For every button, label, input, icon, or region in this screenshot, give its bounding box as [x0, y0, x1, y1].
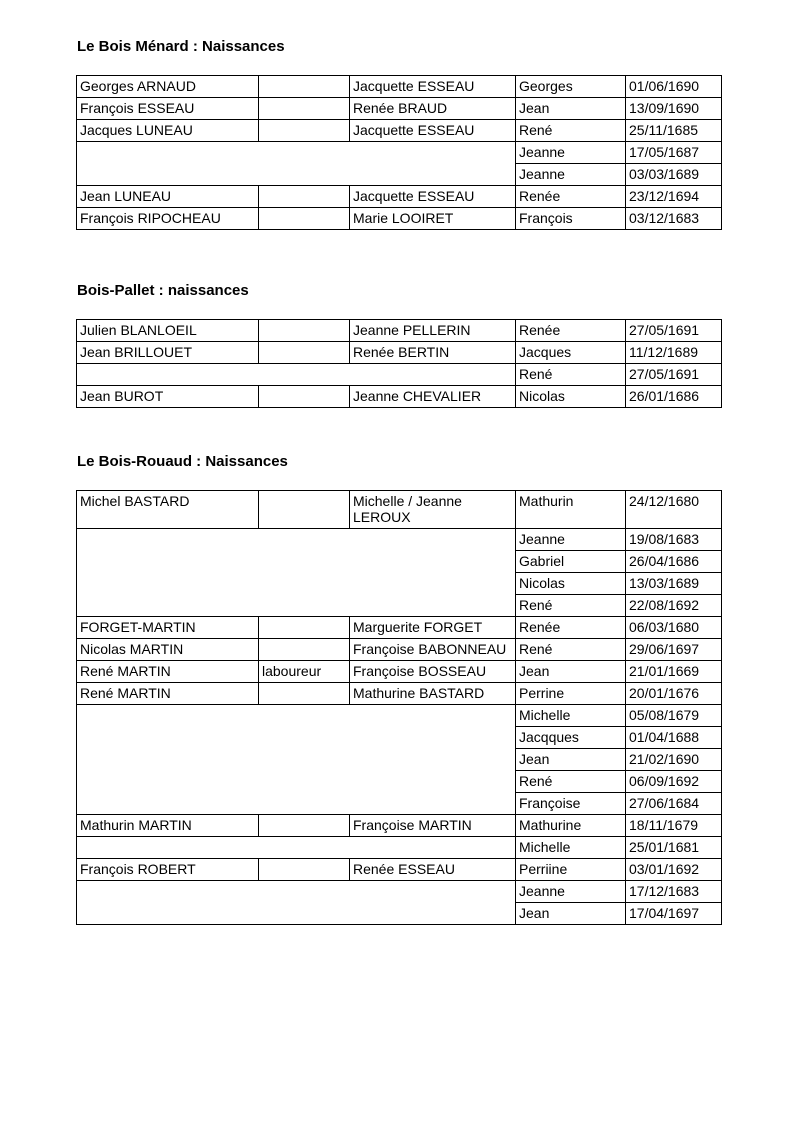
- child-cell: Renée: [516, 617, 626, 639]
- table-row: [77, 859, 722, 881]
- date-cell: 17/12/1683: [626, 881, 722, 903]
- father-cell: Georges ARNAUD: [77, 76, 259, 98]
- child-cell: Jean: [516, 661, 626, 683]
- mother-cell: Jeanne CHEVALIER: [350, 386, 516, 408]
- mother-cell: Jeanne PELLERIN: [350, 320, 516, 342]
- table-row: [77, 142, 722, 164]
- father-cell: Mathurin MARTIN: [77, 815, 259, 837]
- date-cell: 21/01/1669: [626, 661, 722, 683]
- mother-cell: Jacquette ESSEAU: [350, 76, 516, 98]
- child-cell: Jeanne: [516, 529, 626, 551]
- mother-cell: Michelle / Jeanne LEROUX: [350, 491, 516, 529]
- child-cell: René: [516, 364, 626, 386]
- father-cell: Michel BASTARD: [77, 491, 259, 529]
- table-row: [77, 386, 722, 408]
- table-row: [77, 364, 722, 386]
- occupation-cell: [259, 98, 350, 120]
- occupation-cell: [259, 342, 350, 364]
- father-cell: René MARTIN: [77, 661, 259, 683]
- date-cell: 19/08/1683: [626, 529, 722, 551]
- date-cell: 29/06/1697: [626, 639, 722, 661]
- date-cell: 24/12/1680: [626, 491, 722, 529]
- births-table-bois-menard: [76, 75, 722, 230]
- births-table-bois-rouaud: [76, 490, 722, 925]
- date-cell: 25/11/1685: [626, 120, 722, 142]
- date-cell: 06/03/1680: [626, 617, 722, 639]
- date-cell: 01/06/1690: [626, 76, 722, 98]
- date-cell: 06/09/1692: [626, 771, 722, 793]
- mother-cell: Françoise MARTIN: [350, 815, 516, 837]
- father-cell: François ESSEAU: [77, 98, 259, 120]
- child-cell: Jean: [516, 749, 626, 771]
- child-cell: Jacques: [516, 342, 626, 364]
- table-row: [77, 617, 722, 639]
- child-cell: Perrine: [516, 683, 626, 705]
- mother-cell: Mathurine BASTARD: [350, 683, 516, 705]
- mother-cell: Françoise BABONNEAU: [350, 639, 516, 661]
- child-cell: Nicolas: [516, 573, 626, 595]
- date-cell: 21/02/1690: [626, 749, 722, 771]
- father-cell: Jacques LUNEAU: [77, 120, 259, 142]
- child-cell: Renée: [516, 186, 626, 208]
- child-cell: Michelle: [516, 837, 626, 859]
- date-cell: 13/03/1689: [626, 573, 722, 595]
- occupation-cell: [259, 639, 350, 661]
- father-cell: Nicolas MARTIN: [77, 639, 259, 661]
- date-cell: 05/08/1679: [626, 705, 722, 727]
- merged-parent-cell: [77, 364, 516, 386]
- table-row: [77, 881, 722, 903]
- table-row: [77, 639, 722, 661]
- date-cell: 22/08/1692: [626, 595, 722, 617]
- date-cell: 17/05/1687: [626, 142, 722, 164]
- father-cell: FORGET-MARTIN: [77, 617, 259, 639]
- occupation-cell: [259, 120, 350, 142]
- occupation-cell: [259, 683, 350, 705]
- child-cell: Jeanne: [516, 881, 626, 903]
- table-row: [77, 320, 722, 342]
- child-cell: Nicolas: [516, 386, 626, 408]
- father-cell: François RIPOCHEAU: [77, 208, 259, 230]
- table-row: [77, 837, 722, 859]
- child-cell: Georges: [516, 76, 626, 98]
- date-cell: 17/04/1697: [626, 903, 722, 925]
- section-title-bois-pallet: Bois-Pallet : naissances: [77, 282, 249, 299]
- occupation-cell: laboureur: [259, 661, 350, 683]
- section-title-bois-menard: Le Bois Ménard : Naissances: [77, 38, 285, 55]
- table-row: [77, 683, 722, 705]
- table-row: [77, 705, 722, 727]
- child-cell: Jeanne: [516, 142, 626, 164]
- date-cell: 25/01/1681: [626, 837, 722, 859]
- date-cell: 03/01/1692: [626, 859, 722, 881]
- occupation-cell: [259, 617, 350, 639]
- merged-parent-cell: [77, 529, 516, 617]
- occupation-cell: [259, 320, 350, 342]
- table-row: [77, 661, 722, 683]
- table-row: [77, 186, 722, 208]
- father-cell: René MARTIN: [77, 683, 259, 705]
- table-row: [77, 120, 722, 142]
- occupation-cell: [259, 815, 350, 837]
- date-cell: 27/05/1691: [626, 364, 722, 386]
- table-row: [77, 529, 722, 551]
- mother-cell: Marie LOOIRET: [350, 208, 516, 230]
- date-cell: 26/04/1686: [626, 551, 722, 573]
- date-cell: 27/05/1691: [626, 320, 722, 342]
- child-cell: Gabriel: [516, 551, 626, 573]
- merged-parent-cell: [77, 837, 516, 859]
- merged-parent-cell: [77, 142, 516, 186]
- date-cell: 20/01/1676: [626, 683, 722, 705]
- date-cell: 26/01/1686: [626, 386, 722, 408]
- child-cell: François: [516, 208, 626, 230]
- father-cell: Julien BLANLOEIL: [77, 320, 259, 342]
- father-cell: Jean LUNEAU: [77, 186, 259, 208]
- table-row: [77, 342, 722, 364]
- child-cell: René: [516, 120, 626, 142]
- father-cell: Jean BUROT: [77, 386, 259, 408]
- child-cell: Mathurine: [516, 815, 626, 837]
- date-cell: 18/11/1679: [626, 815, 722, 837]
- occupation-cell: [259, 491, 350, 529]
- child-cell: René: [516, 639, 626, 661]
- child-cell: Renée: [516, 320, 626, 342]
- date-cell: 13/09/1690: [626, 98, 722, 120]
- occupation-cell: [259, 76, 350, 98]
- mother-cell: Renée BRAUD: [350, 98, 516, 120]
- date-cell: 01/04/1688: [626, 727, 722, 749]
- child-cell: Michelle: [516, 705, 626, 727]
- mother-cell: Renée ESSEAU: [350, 859, 516, 881]
- date-cell: 03/03/1689: [626, 164, 722, 186]
- child-cell: René: [516, 595, 626, 617]
- merged-parent-cell: [77, 705, 516, 815]
- births-table-bois-pallet: [76, 319, 722, 408]
- mother-cell: Jacquette ESSEAU: [350, 120, 516, 142]
- occupation-cell: [259, 186, 350, 208]
- table-row: [77, 815, 722, 837]
- mother-cell: Jacquette ESSEAU: [350, 186, 516, 208]
- date-cell: 27/06/1684: [626, 793, 722, 815]
- father-cell: Jean BRILLOUET: [77, 342, 259, 364]
- child-cell: Jean: [516, 98, 626, 120]
- child-cell: Jean: [516, 903, 626, 925]
- child-cell: Mathurin: [516, 491, 626, 529]
- mother-cell: Marguerite FORGET: [350, 617, 516, 639]
- section-title-bois-rouaud: Le Bois-Rouaud : Naissances: [77, 453, 288, 470]
- occupation-cell: [259, 208, 350, 230]
- date-cell: 11/12/1689: [626, 342, 722, 364]
- occupation-cell: [259, 386, 350, 408]
- father-cell: François ROBERT: [77, 859, 259, 881]
- child-cell: Jacqques: [516, 727, 626, 749]
- merged-parent-cell: [77, 881, 516, 925]
- occupation-cell: [259, 859, 350, 881]
- date-cell: 23/12/1694: [626, 186, 722, 208]
- date-cell: 03/12/1683: [626, 208, 722, 230]
- child-cell: René: [516, 771, 626, 793]
- table-row: [77, 76, 722, 98]
- child-cell: Françoise: [516, 793, 626, 815]
- child-cell: Perriine: [516, 859, 626, 881]
- table-row: [77, 208, 722, 230]
- table-row: [77, 491, 722, 529]
- mother-cell: Françoise BOSSEAU: [350, 661, 516, 683]
- mother-cell: Renée BERTIN: [350, 342, 516, 364]
- table-row: [77, 98, 722, 120]
- child-cell: Jeanne: [516, 164, 626, 186]
